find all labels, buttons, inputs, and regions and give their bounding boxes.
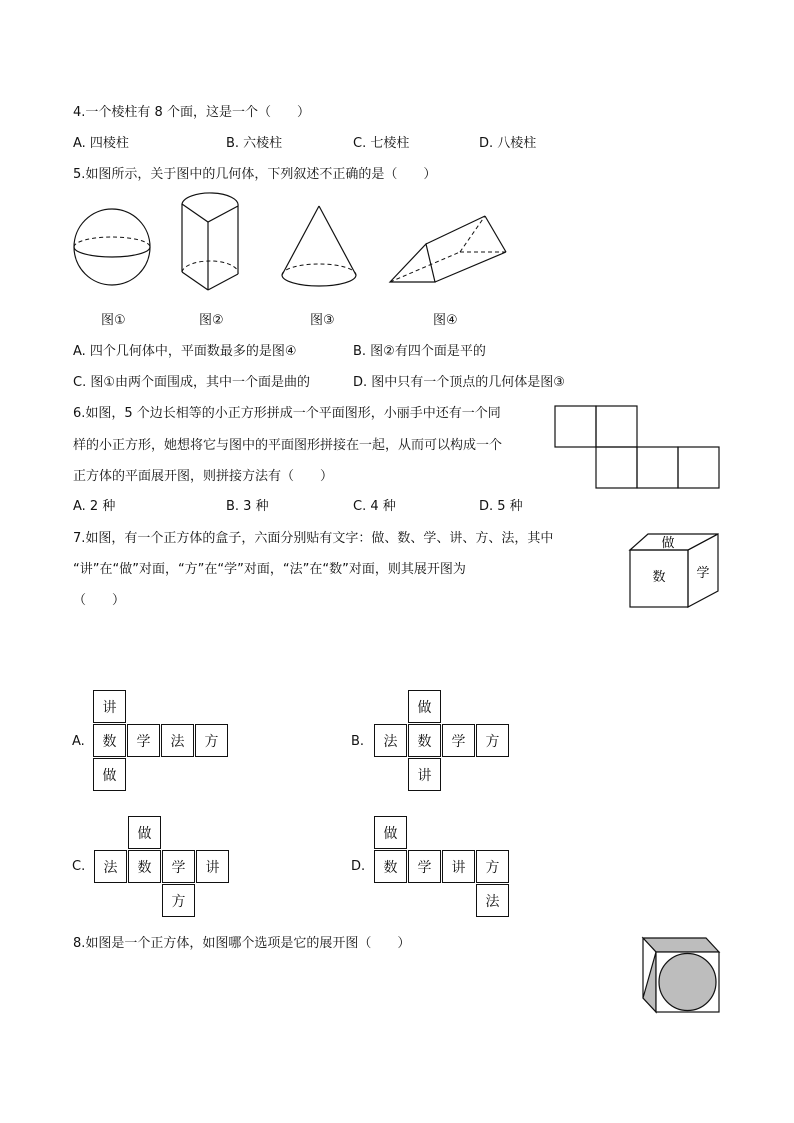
q5-option-b: B. 图②有四个面是平的 (353, 344, 486, 359)
net-b-row-cell: 方 (476, 724, 509, 757)
triangular-prism-figure (390, 216, 506, 282)
q6-option-d: D. 5 种 (479, 499, 523, 514)
q6-option-c: C. 4 种 (353, 499, 396, 514)
cube-front-face: 数 (652, 570, 666, 585)
q7-line-2: “讲”在“做”对面，“方”在“学”对面，“法”在“数”对面，则其展开图为 (73, 562, 466, 577)
net-b-row-cell: 学 (442, 724, 475, 757)
q6-option-b: B. 3 种 (226, 499, 269, 514)
net-c-top-cell: 做 (128, 816, 161, 849)
q8-stem: 8.如图是一个正方体，如图哪个选项是它的展开图（ ） (73, 936, 411, 951)
net-a-row-cell: 方 (195, 724, 228, 757)
q6-option-a: A. 2 种 (73, 499, 116, 514)
fig-label-1: 图① (101, 313, 126, 328)
q4-option-d: D. 八棱柱 (479, 136, 537, 151)
net-d-row-cell: 数 (374, 850, 407, 883)
q5-option-c: C. 图①由两个面围成，其中一个面是曲的 (73, 375, 310, 390)
net-b-bottom-cell: 讲 (408, 758, 441, 791)
net-c-row-cell: 学 (162, 850, 195, 883)
net-a-bottom-cell: 做 (93, 758, 126, 791)
cone-figure (282, 206, 356, 286)
net-b-letter: B. (351, 734, 365, 749)
cube-side-face: 学 (696, 566, 710, 581)
net-b-row-cell: 法 (374, 724, 407, 757)
q6-squares-figure (554, 405, 722, 491)
fig-label-2: 图② (199, 313, 224, 328)
net-d-row-cell: 学 (408, 850, 441, 883)
sphere-figure (74, 209, 150, 285)
fig-label-3: 图③ (310, 313, 335, 328)
net-c-row-cell: 法 (94, 850, 127, 883)
net-a-top-cell: 讲 (93, 690, 126, 723)
q7-cube-figure (628, 532, 722, 610)
q7-line-3: （ ） (73, 593, 126, 608)
q5-option-a: A. 四个几何体中，平面数最多的是图④ (73, 344, 297, 359)
q5-solids-figure (60, 192, 510, 302)
net-c-row-cell: 数 (128, 850, 161, 883)
net-c-bottom-cell: 方 (162, 884, 195, 917)
q4-option-a: A. 四棱柱 (73, 136, 129, 151)
net-d-top-cell: 做 (374, 816, 407, 849)
q8-cube-figure (641, 936, 723, 1016)
q4-option-c: C. 七棱柱 (353, 136, 410, 151)
q6-line-3: 正方体的平面展开图，则拼接方法有（ ） (73, 469, 334, 484)
net-d-row-cell: 讲 (442, 850, 475, 883)
q5-option-d: D. 图中只有一个顶点的几何体是图③ (353, 375, 565, 390)
fig-label-4: 图④ (433, 313, 458, 328)
net-d-bottom-cell: 法 (476, 884, 509, 917)
net-a-letter: A. (72, 734, 85, 749)
net-c-letter: C. (72, 859, 86, 874)
q6-line-1: 6.如图，5 个边长相等的小正方形拼成一个平面图形，小丽手中还有一个同 (73, 406, 501, 421)
net-b-top-cell: 做 (408, 690, 441, 723)
net-d-letter: D. (351, 859, 366, 874)
net-a-row-cell: 法 (161, 724, 194, 757)
q4-stem: 4.一个棱柱有 8 个面，这是一个（ ） (73, 105, 310, 120)
net-a-row-cell: 数 (93, 724, 126, 757)
q6-line-2: 样的小正方形，她想将它与图中的平面图形拼接在一起，从而可以构成一个 (73, 438, 503, 453)
net-d-row-cell: 方 (476, 850, 509, 883)
q7-line-1: 7.如图，有一个正方体的盒子，六面分别贴有文字：做、数、学、讲、方、法，其中 (73, 531, 554, 546)
net-c-row-cell: 讲 (196, 850, 229, 883)
half-cylinder-figure (182, 193, 238, 290)
q4-option-b: B. 六棱柱 (226, 136, 283, 151)
cube-top-face: 做 (661, 536, 675, 551)
net-b-row-cell: 数 (408, 724, 441, 757)
net-a-row-cell: 学 (127, 724, 160, 757)
q5-stem: 5.如图所示，关于图中的几何体，下列叙述不正确的是（ ） (73, 167, 437, 182)
